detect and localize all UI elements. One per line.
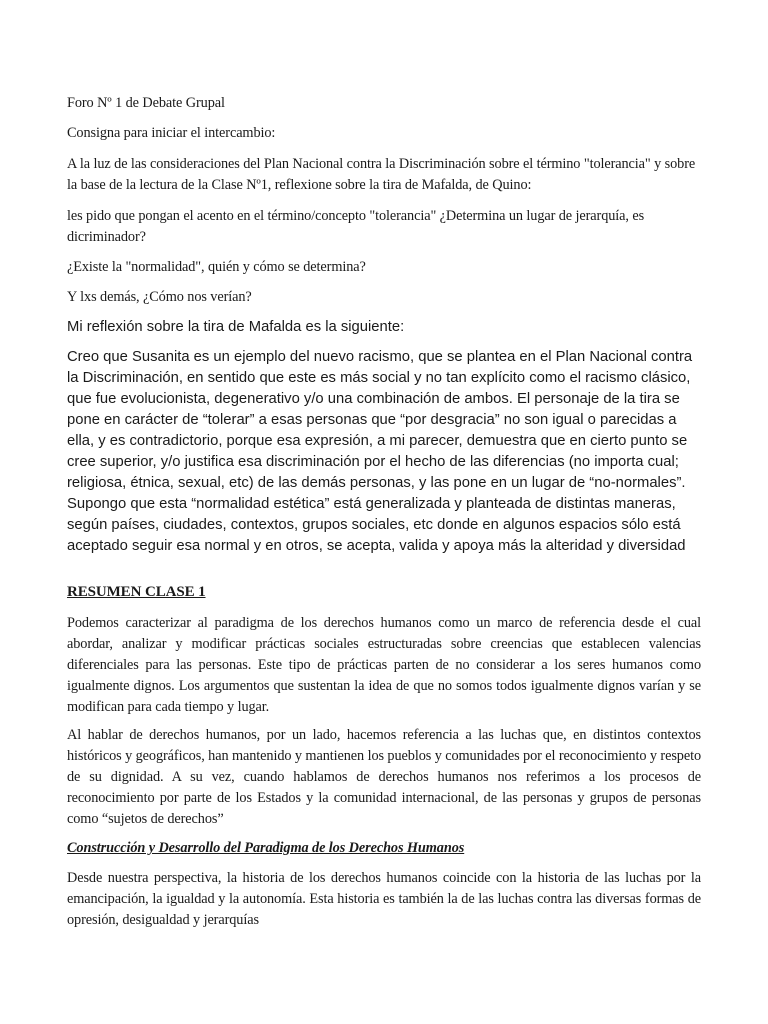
prompt-label: Consigna para iniciar el intercambio: (67, 125, 276, 141)
reflection-body: Creo que Susanita es un ejemplo del nuevo racismo, que se plantea en el Plan Nacional contra la Discriminación, en sentido que este es más social y no tan explícito como el racismo clásico, que fue evolucionista, degenerativo y/o una combinación de ambos. El personaje de la tira se pone en carácter de “tolerar” a esas personas que “por desgracia” no son igual o parecidas a ella, y es contradictorio, porque esa expresión, a mi parecer, demuestra que en cierto punto se cree superior, y/o justifica esa discriminación por el hecho de las diferencias (no importa cual; religiosa, étnica, sexual, etc) de las demás personas, y las pone en un lugar de “no-normales”. Supongo que esta “normalidad estética” está generalizada y planteada de distintas maneras, según países, ciudades, contextos, grupos sociales, etc donde en algunos espacios sólo está aceptado seguir esa normal y en otros, se acepta, valida y apoya más la alteridad y diversidad (67, 349, 693, 554)
prompt-text: A la luz de las consideraciones del Plan Nacional contra la Discriminación sobre el término "tolerancia" y sobre la base de la lectura de la Clase Nº1, reflexione sobre la tira de Mafalda, de Quino: (67, 156, 696, 193)
question-others: Y lxs demás, ¿Cómo nos verían? (67, 289, 252, 305)
question-tolerance: les pido que pongan el acento en el término/concepto "tolerancia" ¿Determina un lugar de jerarquía, es dicriminador? (67, 208, 645, 245)
section-paragraph-1: Desde nuestra perspectiva, la historia de los derechos humanos coincide con la historia de las luchas por la emancipación, la igualdad y la autonomía. Esta historia es también la de las luchas contra las diversas formas de opresión, desigualdad y jerarquías (67, 870, 701, 928)
summary-paragraph-1: Podemos caracterizar al paradigma de los derechos humanos como un marco de referencia desde el cual abordar, analizar y modificar prácticas sociales estructuradas sobre creencias que establecen valencias diferenciales para las personas. Este tipo de prácticas parten de no considerar a los seres humanos como igualmente dignos. Los argumentos que sustentan la idea de que no somos todos igualmente dignos varían y se modifican para cada tiempo y lugar. (67, 615, 701, 715)
summary-heading: RESUMEN CLASE 1 (67, 584, 206, 600)
section-heading: Construcción y Desarrollo del Paradigma de los Derechos Humanos (67, 840, 465, 856)
reflection-intro: Mi reflexión sobre la tira de Mafalda es la siguiente: (67, 319, 405, 335)
forum-title: Foro Nº 1 de Debate Grupal (67, 95, 225, 111)
summary-paragraph-2: Al hablar de derechos humanos, por un lado, hacemos referencia a las luchas que, en distintos contextos históricos y geográficos, han mantenido y mantienen los pueblos y comunidades por el reconocimiento y respeto de su dignidad. A su vez, cuando hablamos de derechos humanos nos referimos a los procesos de reconocimiento por parte de los Estados y la comunidad internacional, de las personas y grupos de personas como “sujetos de derechos” (67, 727, 701, 827)
question-normality: ¿Existe la "normalidad", quién y cómo se determina? (67, 259, 366, 275)
